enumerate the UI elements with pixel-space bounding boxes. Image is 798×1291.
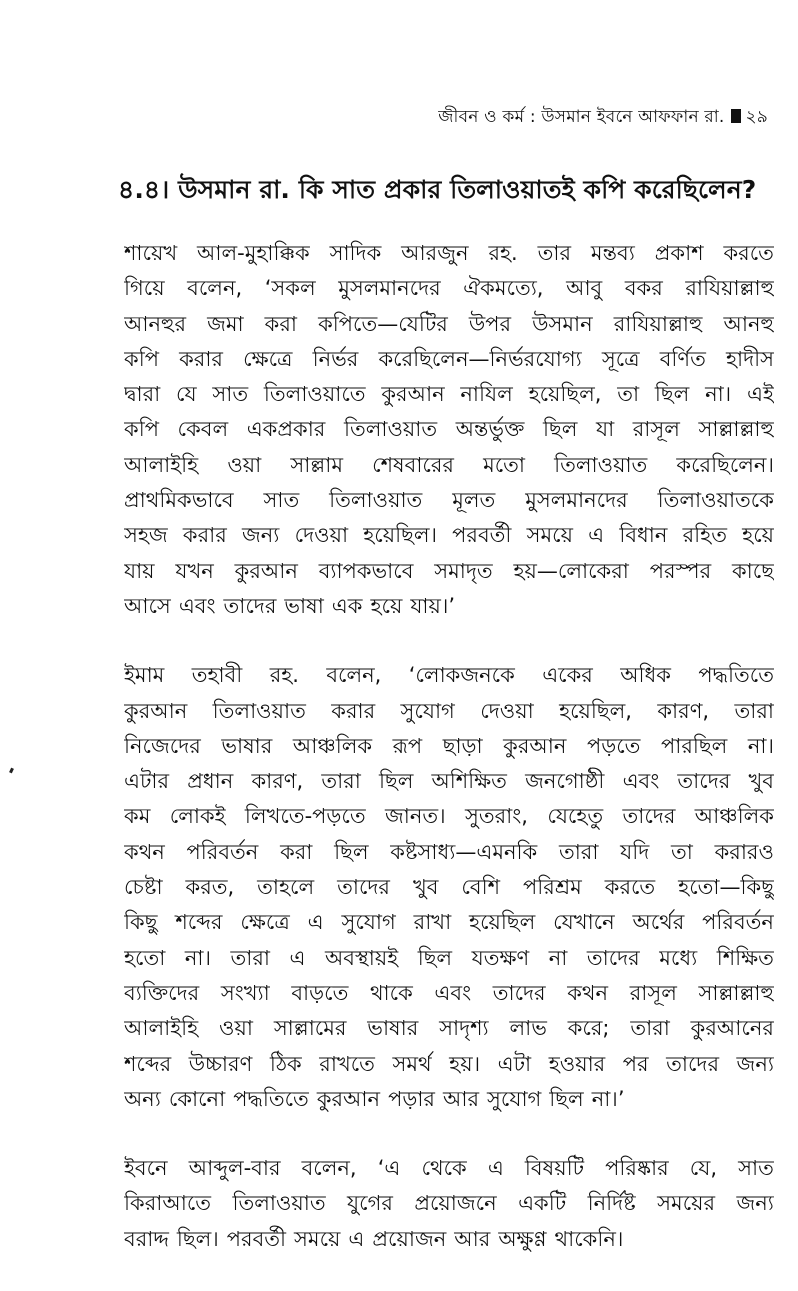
text-line: দ্বারা যে সাত তিলাওয়াতে কুরআন নাযিল হয়েছিল, তা ছিল না। এই xyxy=(124,382,774,407)
text-line: আলাইহি ওয়া সাল্লামের ভাষার সাদৃশ্য লাভ করে; তারা কুরআনের xyxy=(124,1016,774,1041)
text-line: ইবনে আব্দুল-বার বলেন, ‘এ থেকে এ বিষয়টি পরিষ্কার যে, সাত xyxy=(124,1156,774,1181)
text-line: ব্যক্তিদের সংখ্যা বাড়তে থাকে এবং তাদের কথন রাসূল সাল্লাল্লাহু xyxy=(124,980,774,1005)
stray-ink-mark xyxy=(9,768,14,774)
text-line: কথন পরিবর্তন করা ছিল কষ্টসাধ্য—এমনকি তারা যদি তা করারও xyxy=(124,839,774,864)
section-heading: ৪.৪। উসমান রা. কি সাত প্রকার তিলাওয়াতই কপি করেছিলেন? xyxy=(118,175,757,204)
text-line: চেষ্টা করত, তাহলে তাদের খুব বেশি পরিশ্রম করতে হতো—কিছু xyxy=(124,875,774,900)
text-line: হতো না। তারা এ অবস্থায়ই ছিল যতক্ষণ না তাদের মধ্যে শিক্ষিত xyxy=(124,945,774,970)
text-line: আনহুর জমা করা কপিতে—যেটির উপর উসমান রাযিয়াল্লাহু আনহু xyxy=(124,311,774,336)
text-line: কপি করার ক্ষেত্রে নির্ভর করেছিলেন—নির্ভরযোগ্য সূত্রে বর্ণিত হাদীস xyxy=(124,346,774,371)
text-line: সহজ করার জন্য দেওয়া হয়েছিল। পরবর্তী সময়ে এ বিধান রহিত হয়ে xyxy=(124,523,774,548)
page-number: ২৯ xyxy=(745,107,768,127)
text-line: গিয়ে বলেন, ‘সকল মুসলমানদের ঐকমত্যে, আবু বকর রাযিয়াল্লাহু xyxy=(124,276,774,301)
text-line: আলাইহি ওয়া সাল্লাম শেষবারের মতো তিলাওয়াত করেছিলেন। xyxy=(124,452,774,477)
paragraph xyxy=(124,658,774,1117)
paragraph xyxy=(124,1151,774,1257)
text-line: কপি কেবল একপ্রকার তিলাওয়াত অন্তর্ভুক্ত ছিল যা রাসূল সাল্লাল্লাহু xyxy=(124,417,774,442)
text-line: প্রাথমিকভাবে সাত তিলাওয়াত মূলত মুসলমানদের তিলাওয়াতকে xyxy=(124,488,774,513)
text-line: আসে এবং তাদের ভাষা এক হয়ে যায়।’ xyxy=(124,593,456,618)
header-separator-block xyxy=(731,109,741,123)
text-line: শব্দের উচ্চারণ ঠিক রাখতে সমর্থ হয়। এটা হওয়ার পর তাদের জন্য xyxy=(124,1051,774,1076)
text-line: বরাদ্দ ছিল। পরবর্তী সময়ে এ প্রয়োজন আর অক্ষুণ্ণ থাকেনি। xyxy=(124,1226,624,1251)
text-line: কিছু শব্দের ক্ষেত্রে এ সুযোগ রাখা হয়েছিল যেখানে অর্থের পরিবর্তন xyxy=(124,910,774,935)
text-line: ইমাম তহাবী রহ. বলেন, ‘লোকজনকে একের অধিক পদ্ধতিতে xyxy=(124,663,774,688)
text-line: কম লোকই লিখতে-পড়তে জানত। সুতরাং, যেহেতু তাদের আঞ্চলিক xyxy=(124,804,774,829)
text-line: কিরাআতে তিলাওয়াত যুগের প্রয়োজনে একটি নির্দিষ্ট সময়ের জন্য xyxy=(124,1191,774,1216)
running-title: জীবন ও কর্ম : উসমান ইবনে আফফান রা. xyxy=(438,107,725,127)
text-line: এটার প্রধান কারণ, তারা ছিল অশিক্ষিত জনগোষ্ঠী এবং তাদের খুব xyxy=(124,769,774,794)
text-line: কুরআন তিলাওয়াত করার সুযোগ দেওয়া হয়েছিল, কারণ, তারা xyxy=(124,698,774,723)
text-line: নিজেদের ভাষার আঞ্চলিক রূপ ছাড়া কুরআন পড়তে পারছিল না। xyxy=(124,733,774,758)
text-line: শায়েখ আল-মুহাক্কিক সাদিক আরজুন রহ. তার মন্তব্য প্রকাশ করতে xyxy=(124,241,774,265)
running-header xyxy=(438,104,768,132)
body-text xyxy=(124,236,774,1291)
text-line: অন্য কোনো পদ্ধতিতে কুরআন পড়ার আর সুযোগ ছিল না।’ xyxy=(124,1086,625,1111)
paragraph xyxy=(124,236,774,624)
text-line: যায় যখন কুরআন ব্যাপকভাবে সমাদৃত হয়—লোকেরা পরস্পর কাছে xyxy=(124,558,774,583)
